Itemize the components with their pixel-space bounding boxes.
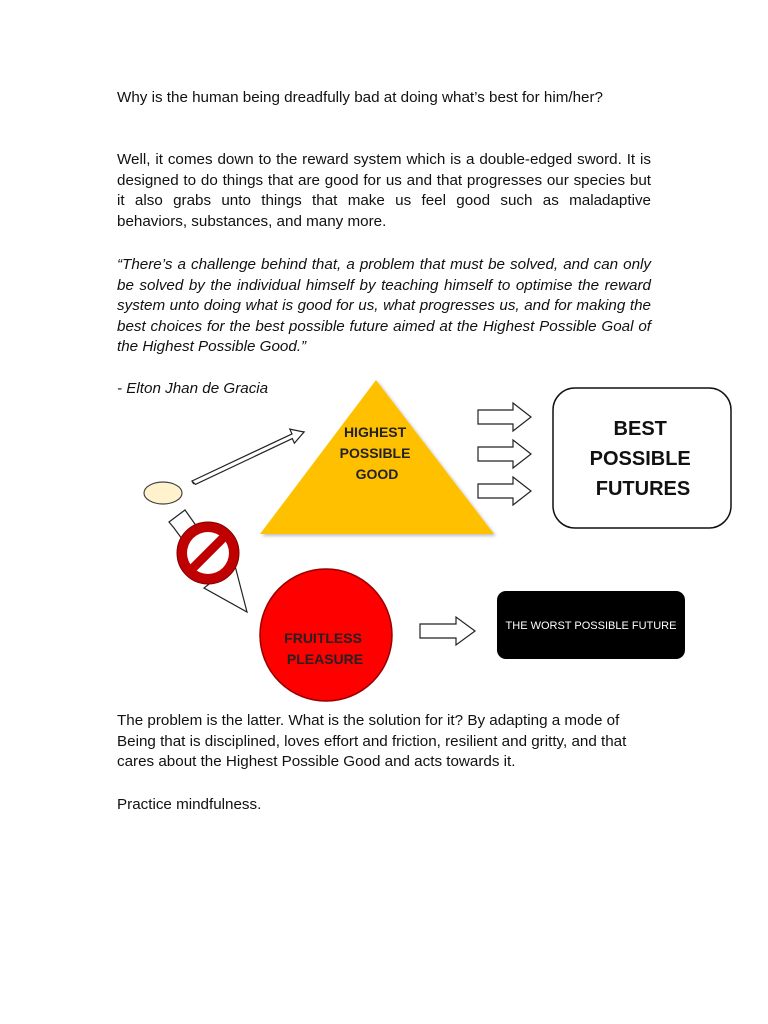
answer-paragraph: Well, it comes down to the reward system which is a double-edged sword. It is designed to do things that are good for us and that progresses our species but it also grabs unto things that make us feel good such as maladaptive behaviors, substances, and many more.: [117, 151, 651, 230]
quote-paragraph: “There’s a challenge behind that, a problem that must be solved, and can only be solved by the individual himself by teaching himself to optimise the reward system unto doing what is good for us, what progresses us, and for making the best choices for the best possible future aimed at the Highest Possible Goal of the Highest Possible Good.”: [117, 256, 651, 356]
arrow-to-triangle-body: [192, 429, 304, 484]
arrow-right-3: [478, 477, 531, 505]
circle-line-1: FRUITLESS: [284, 630, 362, 646]
solution-paragraph: The problem is the latter. What is the solution for it? By adapting a mode of Being that is disciplined, loves effort and friction, resilient and gritty, and that cares about the Highest Possible Good and acts towards it.: [117, 712, 627, 771]
triangle-line-3: GOOD: [355, 466, 399, 482]
start-ellipse: [144, 482, 182, 504]
circle-line-2: PLEASURE: [286, 651, 364, 667]
best-line-1: BEST: [613, 418, 667, 440]
worst-future-label: THE WORST POSSIBLE FUTURE: [505, 620, 677, 632]
arrow-to-worst: [420, 617, 475, 645]
best-line-2: POSSIBLE: [589, 448, 691, 470]
closing-paragraph: Practice mindfulness.: [117, 796, 262, 813]
arrow-right-2: [478, 440, 531, 468]
no-sign-icon: [177, 522, 239, 584]
quote-attribution: - Elton Jhan de Gracia: [117, 380, 269, 397]
triangle-line-1: HIGHEST: [343, 424, 407, 440]
question-paragraph: Why is the human being dreadfully bad at doing what’s best for him/her?: [117, 89, 603, 106]
arrow-right-1: [478, 403, 531, 431]
best-line-3: FUTURES: [595, 478, 691, 500]
triangle-line-2: POSSIBLE: [339, 445, 411, 461]
